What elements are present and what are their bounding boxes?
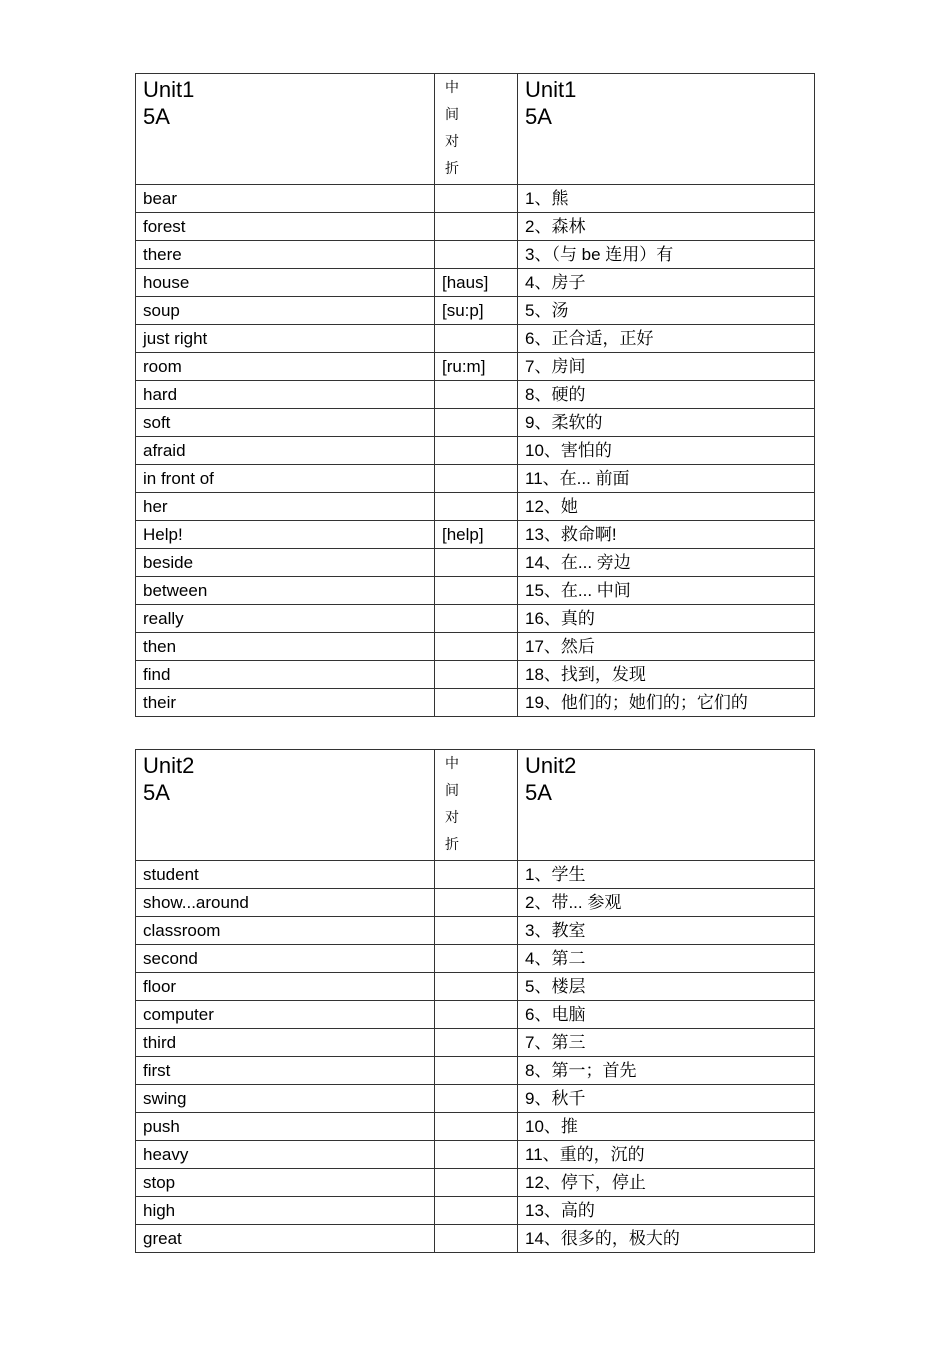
meaning-cell: 11、在... 前面 — [518, 465, 815, 493]
phonetic-cell — [435, 381, 518, 409]
meaning-cell: 14、很多的，极大的 — [518, 1225, 815, 1253]
phonetic-cell — [435, 1141, 518, 1169]
phonetic-cell — [435, 1085, 518, 1113]
fold-label-char: 对 — [445, 133, 459, 149]
phonetic-cell — [435, 633, 518, 661]
phonetic-cell — [435, 1113, 518, 1141]
word-cell: soup — [136, 297, 435, 325]
header-row — [136, 74, 815, 185]
phonetic-cell: [ru:m] — [435, 353, 518, 381]
word-cell: forest — [136, 213, 435, 241]
phonetic-cell — [435, 465, 518, 493]
right-header-line: Unit1 — [525, 77, 577, 102]
vocab-row — [136, 213, 815, 241]
word-cell: there — [136, 241, 435, 269]
meaning-cell: 18、找到，发现 — [518, 661, 815, 689]
word-cell: swing — [136, 1085, 435, 1113]
phonetic-cell — [435, 861, 518, 889]
phonetic-cell — [435, 1225, 518, 1253]
meaning-cell: 7、第三 — [518, 1029, 815, 1057]
phonetic-cell — [435, 493, 518, 521]
vocab-row — [136, 1169, 815, 1197]
vocab-row — [136, 1057, 815, 1085]
vocab-row — [136, 1225, 815, 1253]
vocab-row — [136, 241, 815, 269]
fold-label-cell — [435, 750, 518, 861]
phonetic-cell — [435, 325, 518, 353]
word-cell: afraid — [136, 437, 435, 465]
header-row — [136, 750, 815, 861]
left-header-line: Unit1 — [143, 77, 195, 102]
word-cell: between — [136, 577, 435, 605]
meaning-cell: 12、她 — [518, 493, 815, 521]
phonetic-cell — [435, 1001, 518, 1029]
unit1-vocab-table — [135, 73, 815, 717]
meaning-cell: 6、正合适，正好 — [518, 325, 815, 353]
vocab-row — [136, 689, 815, 717]
word-cell: soft — [136, 409, 435, 437]
meaning-cell: 1、熊 — [518, 185, 815, 213]
left-header-line: Unit2 — [143, 753, 195, 778]
word-cell: then — [136, 633, 435, 661]
vocab-row — [136, 1001, 815, 1029]
phonetic-cell — [435, 241, 518, 269]
meaning-cell: 4、房子 — [518, 269, 815, 297]
phonetic-cell — [435, 917, 518, 945]
fold-label-char: 对 — [445, 809, 459, 825]
vocab-row — [136, 1197, 815, 1225]
word-cell: beside — [136, 549, 435, 577]
left-header-line: 5A — [143, 780, 170, 805]
phonetic-cell — [435, 945, 518, 973]
vocab-row — [136, 945, 815, 973]
vocab-row — [136, 381, 815, 409]
word-cell: classroom — [136, 917, 435, 945]
meaning-cell: 19、他们的；她们的；它们的 — [518, 689, 815, 717]
left-header-cell — [136, 74, 435, 185]
right-header-line: 5A — [525, 780, 552, 805]
unit2-vocab-table — [135, 749, 815, 1253]
word-cell: floor — [136, 973, 435, 1001]
phonetic-cell — [435, 185, 518, 213]
meaning-cell: 9、秋千 — [518, 1085, 815, 1113]
vocab-row — [136, 549, 815, 577]
meaning-cell: 9、柔软的 — [518, 409, 815, 437]
word-cell: second — [136, 945, 435, 973]
vocab-row — [136, 917, 815, 945]
meaning-cell: 8、硬的 — [518, 381, 815, 409]
fold-label-cell — [435, 74, 518, 185]
word-cell: Help! — [136, 521, 435, 549]
vocab-row — [136, 269, 815, 297]
meaning-cell: 8、第一；首先 — [518, 1057, 815, 1085]
word-cell: third — [136, 1029, 435, 1057]
word-cell: bear — [136, 185, 435, 213]
meaning-cell: 14、在... 旁边 — [518, 549, 815, 577]
meaning-cell: 11、重的，沉的 — [518, 1141, 815, 1169]
meaning-cell: 5、楼层 — [518, 973, 815, 1001]
right-header-line: 5A — [525, 104, 552, 129]
phonetic-cell — [435, 1169, 518, 1197]
meaning-cell: 16、真的 — [518, 605, 815, 633]
vocab-row — [136, 437, 815, 465]
phonetic-cell — [435, 1197, 518, 1225]
vocab-row — [136, 409, 815, 437]
word-cell: great — [136, 1225, 435, 1253]
word-cell: house — [136, 269, 435, 297]
phonetic-cell: [su:p] — [435, 297, 518, 325]
meaning-cell: 13、救命啊! — [518, 521, 815, 549]
fold-label-char: 中 — [445, 755, 459, 771]
left-header-line: 5A — [143, 104, 170, 129]
meaning-cell: 5、汤 — [518, 297, 815, 325]
vocab-row — [136, 1085, 815, 1113]
meaning-cell: 6、电脑 — [518, 1001, 815, 1029]
phonetic-cell — [435, 605, 518, 633]
word-cell: student — [136, 861, 435, 889]
word-cell: her — [136, 493, 435, 521]
phonetic-cell — [435, 549, 518, 577]
phonetic-cell — [435, 1057, 518, 1085]
vocab-row — [136, 1113, 815, 1141]
word-cell: just right — [136, 325, 435, 353]
meaning-cell: 3、（与 be 连用）有 — [518, 241, 815, 269]
vocab-row — [136, 633, 815, 661]
vocab-row — [136, 185, 815, 213]
word-cell: heavy — [136, 1141, 435, 1169]
fold-label-char: 间 — [445, 782, 459, 798]
phonetic-cell — [435, 1029, 518, 1057]
meaning-cell: 4、第二 — [518, 945, 815, 973]
word-cell: really — [136, 605, 435, 633]
right-header-cell — [518, 74, 815, 185]
vocab-row — [136, 861, 815, 889]
vocab-row — [136, 521, 815, 549]
phonetic-cell — [435, 213, 518, 241]
meaning-cell: 17、然后 — [518, 633, 815, 661]
vocab-row — [136, 325, 815, 353]
meaning-cell: 3、教室 — [518, 917, 815, 945]
phonetic-cell — [435, 409, 518, 437]
word-cell: show...around — [136, 889, 435, 917]
meaning-cell: 10、推 — [518, 1113, 815, 1141]
phonetic-cell — [435, 437, 518, 465]
phonetic-cell — [435, 889, 518, 917]
word-cell: their — [136, 689, 435, 717]
meaning-cell: 12、停下，停止 — [518, 1169, 815, 1197]
vocab-row — [136, 973, 815, 1001]
phonetic-cell — [435, 577, 518, 605]
vocab-row — [136, 1029, 815, 1057]
word-cell: in front of — [136, 465, 435, 493]
vocab-row — [136, 605, 815, 633]
meaning-cell: 13、高的 — [518, 1197, 815, 1225]
phonetic-cell — [435, 689, 518, 717]
word-cell: high — [136, 1197, 435, 1225]
right-header-cell — [518, 750, 815, 861]
meaning-cell: 2、带... 参观 — [518, 889, 815, 917]
fold-label-char: 折 — [445, 160, 459, 176]
vocab-row — [136, 353, 815, 381]
meaning-cell: 10、害怕的 — [518, 437, 815, 465]
word-cell: hard — [136, 381, 435, 409]
vocab-row — [136, 1141, 815, 1169]
meaning-cell: 2、森林 — [518, 213, 815, 241]
phonetic-cell — [435, 661, 518, 689]
vocab-row — [136, 661, 815, 689]
fold-label-char: 中 — [445, 79, 459, 95]
meaning-cell: 7、房间 — [518, 353, 815, 381]
word-cell: computer — [136, 1001, 435, 1029]
word-cell: stop — [136, 1169, 435, 1197]
left-header-cell — [136, 750, 435, 861]
word-cell: push — [136, 1113, 435, 1141]
vocab-row — [136, 493, 815, 521]
word-cell: first — [136, 1057, 435, 1085]
right-header-line: Unit2 — [525, 753, 577, 778]
vocab-row — [136, 577, 815, 605]
vocab-row — [136, 465, 815, 493]
vocab-row — [136, 297, 815, 325]
word-cell: find — [136, 661, 435, 689]
vocab-row — [136, 889, 815, 917]
meaning-cell: 1、学生 — [518, 861, 815, 889]
phonetic-cell: [haus] — [435, 269, 518, 297]
fold-label-char: 间 — [445, 106, 459, 122]
word-cell: room — [136, 353, 435, 381]
phonetic-cell: [help] — [435, 521, 518, 549]
fold-label-char: 折 — [445, 836, 459, 852]
meaning-cell: 15、在... 中间 — [518, 577, 815, 605]
phonetic-cell — [435, 973, 518, 1001]
